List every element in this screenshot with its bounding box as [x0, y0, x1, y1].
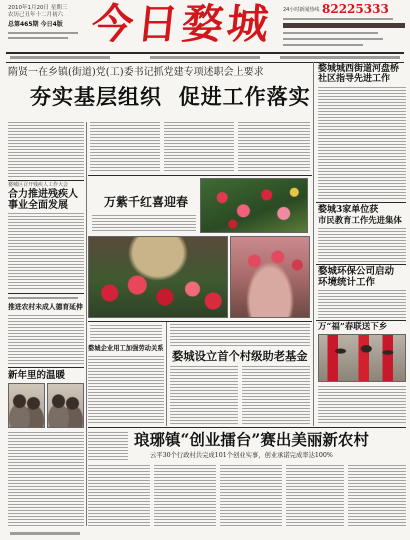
section-rule — [88, 175, 312, 176]
disability-story-headline: 合力推进残疾人 — [8, 189, 78, 200]
article-body-text — [242, 366, 310, 424]
masthead — [0, 0, 410, 52]
masthead-rule — [6, 62, 404, 63]
masthead-info-line — [8, 37, 68, 39]
section-rule — [316, 320, 406, 321]
publication-date: 2010年1月20日 星期三 — [8, 5, 68, 11]
community-story-headline: 婺城城西街道河盘桥 — [318, 64, 400, 74]
section-rule — [8, 367, 84, 368]
bottom-story-headline: 琅琊镇“创业擂台”赛出美丽新农村 — [134, 430, 369, 449]
section-rule — [8, 293, 84, 294]
publisher-line — [280, 56, 400, 59]
article-body-text — [8, 315, 84, 365]
lunar-date: 农历己丑年十二月初六 — [8, 12, 64, 18]
article-body-text — [8, 432, 84, 526]
elderly-fund-story-headline: 婺城设立首个村级助老基金 — [172, 349, 308, 363]
publisher-line — [150, 56, 260, 59]
community-story-headline: 社区指导先进工作 — [318, 74, 391, 84]
disability-story-kicker: 婺城区召开残疾人工作大会 — [8, 182, 69, 188]
labor-story-headline: 婺城企业用工加强劳动关系 — [88, 345, 164, 352]
column-divider — [86, 122, 87, 526]
masthead-info-line — [283, 38, 383, 40]
youth-story-kicker-line — [8, 297, 78, 299]
article-body-text — [238, 122, 310, 172]
new-year-photo — [8, 383, 45, 428]
article-body-text — [286, 465, 344, 527]
footer-editor-line — [10, 532, 80, 535]
masthead-rule — [6, 52, 404, 54]
photo-feature-headline: 万紫千红喜迎春 — [104, 195, 189, 209]
section-rule — [88, 427, 406, 428]
flower-hall-photo — [230, 236, 310, 318]
environment-story-headline: 环境统计工作 — [318, 277, 376, 288]
article-body-text — [170, 366, 238, 424]
flower-photo — [200, 178, 308, 233]
environment-story-headline: 婺城环保公司启动 — [318, 266, 395, 277]
article-body-text — [154, 465, 216, 527]
publisher-line — [10, 56, 110, 59]
lead-story-headline: 夯实基层组织 促进工作落实 — [30, 84, 311, 109]
issue-number: 总第465期 今日4版 — [8, 21, 63, 28]
section-rule — [316, 264, 406, 265]
new-year-photo — [47, 383, 84, 428]
article-body-text — [88, 356, 164, 424]
masthead-info-line — [283, 18, 393, 20]
photo-caption-text — [92, 215, 196, 231]
section-rule — [88, 321, 312, 322]
award-story-headline: 市民教育工作先进集体 — [318, 215, 402, 225]
article-body-text — [90, 122, 160, 172]
editor-info-bar — [283, 23, 405, 28]
hotline-number: 82225333 — [322, 2, 389, 16]
article-body-text — [8, 213, 84, 291]
masthead-info-line — [8, 32, 78, 34]
article-body-text — [318, 87, 406, 200]
section-rule — [316, 202, 406, 203]
article-body-text — [318, 386, 406, 424]
article-body-text — [88, 432, 128, 460]
masthead-title: 今日婺城 — [89, 0, 275, 48]
masthead-info-line — [283, 32, 378, 34]
column-divider — [166, 322, 167, 426]
award-story-headline: 婺城3家单位获 — [318, 205, 379, 215]
labor-story-kicker-text — [90, 325, 162, 342]
article-body-text — [318, 228, 406, 262]
couplet-photo — [318, 334, 406, 382]
bottom-story-subheadline: 云平30个行政村共完成101个创业实事，创业承诺完成率达100% — [150, 452, 333, 459]
article-body-text — [220, 465, 282, 527]
lead-story-kicker: 隋贤一在乡镇(街道)党(工)委书记抓党建专项述职会上要求 — [8, 67, 264, 78]
disability-story-headline: 事业全面发展 — [8, 200, 68, 211]
masthead-info-line — [283, 44, 363, 46]
couplet-story-headline: 万“福”春联送下乡 — [318, 322, 388, 332]
youth-story-headline: 推进农村未成人德育延伸 — [8, 303, 83, 311]
article-body-text — [8, 122, 84, 178]
flower-market-photo — [88, 236, 228, 318]
column-divider — [313, 62, 314, 426]
hotline-label: 24小时新闻热线 — [283, 7, 320, 13]
article-body-text — [164, 122, 234, 172]
new-year-story-headline: 新年里的温暖 — [8, 370, 66, 381]
article-body-text — [318, 290, 406, 318]
article-body-text — [88, 465, 150, 527]
article-body-text — [348, 465, 406, 527]
article-body-text — [170, 324, 310, 346]
section-rule — [8, 180, 84, 181]
